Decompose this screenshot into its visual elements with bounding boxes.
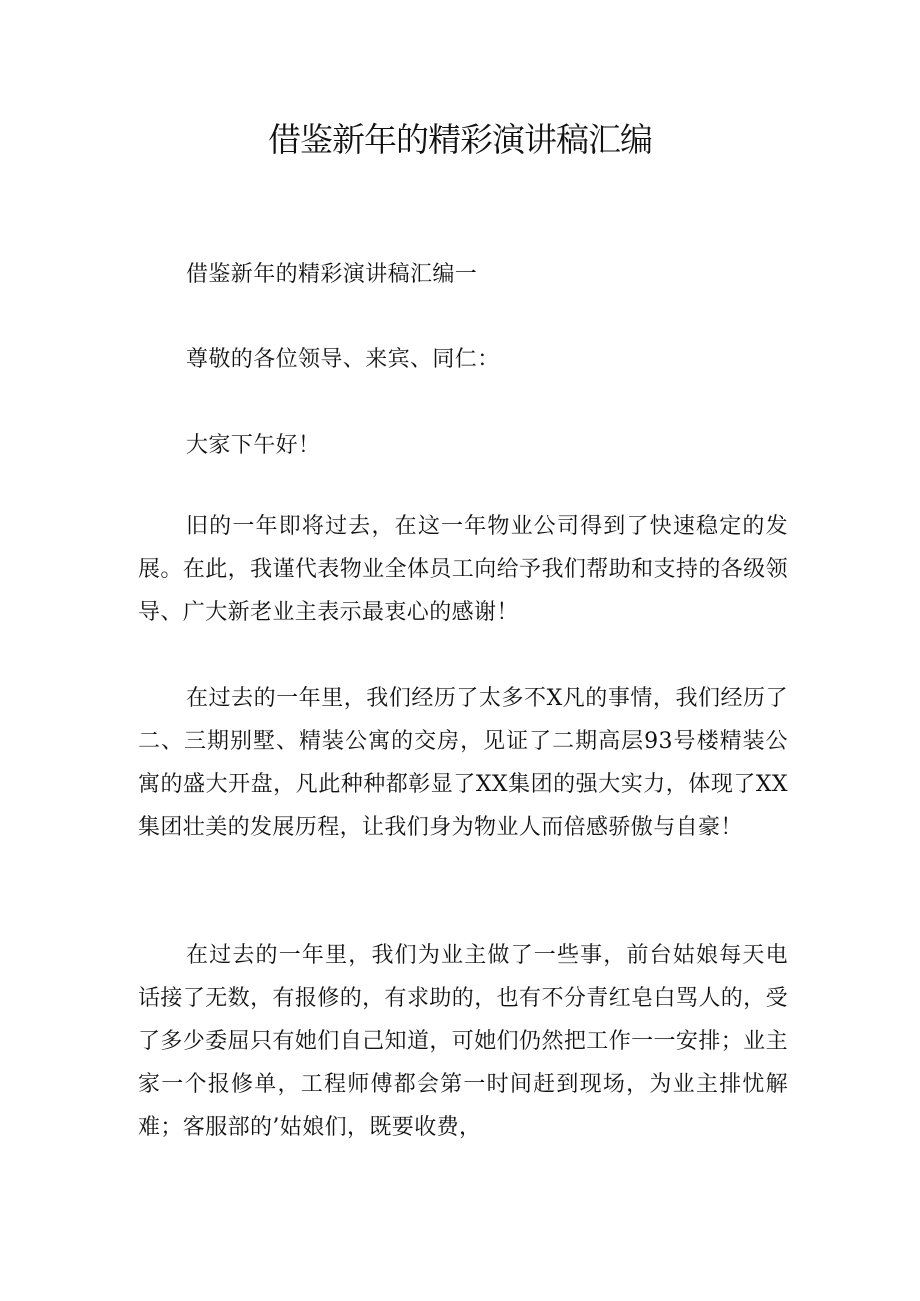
paragraph-section-heading: 借鉴新年的精彩演讲稿汇编一 [186,262,478,287]
paragraph-salutation: 尊敬的各位领导、来宾、同仁： [186,347,500,372]
paragraph-thanks: 旧的一年即将过去，在这一年物业公司得到了快速稳定的发展。在此，我谨代表物业全体员工向给予我们帮助和支持的各级领导、广大新老业主表示最衷心的感谢！ [138,514,788,625]
document-title: 借鉴新年的精彩演讲稿汇编 [268,120,652,159]
paragraph-past-year-service: 在过去的一年里，我们为业主做了一些事，前台姑娘每天电话接了无数，有报修的，有求助的，也有不分青红皂白骂人的，受了多少委屈只有她们自己知道，可她们仍然把工作一一安排；业主家一个报修单，工程师傅都会第一时间赶到现场，为业主排忧解难；客服部的’姑娘们，既要收费， [138,943,788,1140]
paragraph-past-year-events: 在过去的一年里，我们经历了太多不X凡的事情，我们经历了二、三期别墅、精装公寓的交房，见证了二期高层93号楼精装公寓的盛大开盘，凡此种种都彰显了XX集团的强大实力，体现了XX集团壮美的发展历程，让我们身为物业人而倍感骄傲与自豪！ [138,686,788,840]
paragraph-greeting: 大家下午好！ [186,433,321,458]
